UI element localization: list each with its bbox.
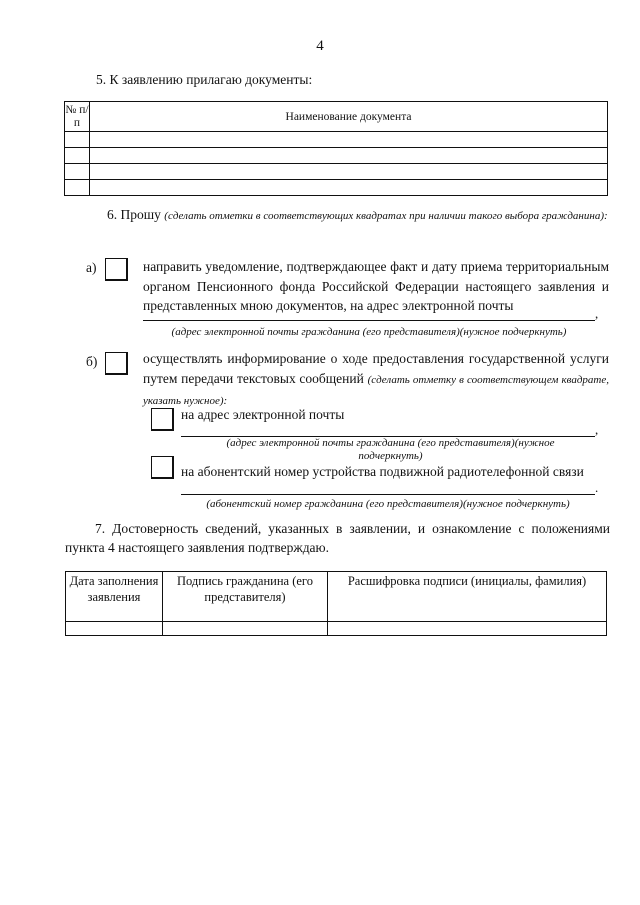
option-b-marker: б): [86, 354, 98, 369]
section-6-instruction: (сделать отметки в соответствующих квадратах при наличии такого выбора гражданина):: [164, 210, 608, 222]
option-a-email-line[interactable]: [143, 320, 595, 321]
sub-email-caption: (адрес электронной почты гражданина (его представителя)(нужное подчеркнуть): [226, 437, 555, 462]
col-signature-header: Подпись гражданина (его представителя): [163, 572, 328, 622]
table-cell[interactable]: [90, 148, 608, 164]
documents-table: [64, 101, 608, 196]
option-b-text-italic: (сделать отметку в соответствующем квадрате, указать нужное):: [143, 373, 610, 407]
section-6-heading: [65, 206, 610, 225]
decoding-cell[interactable]: [328, 622, 607, 636]
signature-table-header: [66, 572, 607, 622]
sub-phone-caption: (абонентский номер гражданина (его представителя)(нужное подчеркнуть): [206, 498, 570, 510]
option-a-caption: (адрес электронной почты гражданина (его представителя)(нужное подчеркнуть): [171, 326, 567, 338]
page-number: 4: [316, 38, 324, 54]
section-7-statement: 7. Достоверность сведений, указанных в заявлении, и ознакомление с положениями пункта 4 настоящего заявления подтверждаю.: [65, 521, 610, 555]
table-row: [65, 148, 608, 164]
signature-table: [65, 571, 607, 636]
comma: .: [595, 480, 599, 495]
table-cell[interactable]: [65, 180, 90, 196]
table-row: [65, 164, 608, 180]
table-row: [66, 622, 607, 636]
option-b-checkbox[interactable]: [105, 352, 128, 375]
sub-phone-label: на абонентский номер устройства подвижной радиотелефонной связи: [181, 464, 584, 479]
section-5-heading: 5. К заявлению прилагаю документы:: [96, 72, 313, 87]
col-number-header: № п/п: [65, 102, 90, 132]
comma: ,: [595, 422, 599, 437]
table-row: [65, 180, 608, 196]
option-a-checkbox[interactable]: [105, 258, 128, 281]
table-cell[interactable]: [65, 164, 90, 180]
table-cell[interactable]: [90, 164, 608, 180]
comma: ,: [595, 306, 599, 321]
table-cell[interactable]: [90, 132, 608, 148]
option-b-text-main: осуществлять информирование о ходе предоставления государственной услуги путем передачи текстовых сообщений: [143, 351, 609, 386]
col-decoding-header: Расшифровка подписи (инициалы, фамилия): [328, 572, 607, 622]
table-cell[interactable]: [65, 148, 90, 164]
option-a-marker: а): [86, 260, 97, 275]
sub-email-checkbox[interactable]: [151, 408, 174, 431]
table-row: [65, 132, 608, 148]
sub-email-label: на адрес электронной почты: [181, 407, 345, 422]
table-cell[interactable]: [65, 132, 90, 148]
date-cell[interactable]: [66, 622, 163, 636]
signature-cell[interactable]: [163, 622, 328, 636]
section-6-title: 6. Прошу: [107, 207, 161, 222]
sub-phone-checkbox[interactable]: [151, 456, 174, 479]
section-7-text: [65, 519, 610, 557]
col-date-header: Дата заполнения заявления: [66, 572, 163, 622]
option-a-text: направить уведомление, подтверждающее факт и дату приема территориальным органом Пенсионного фонда Российской Федерации настоящего заявления и представленных мною документов, на адрес электронной почты: [143, 259, 609, 313]
col-document-name-header: Наименование документа: [90, 102, 608, 132]
table-cell[interactable]: [90, 180, 608, 196]
documents-table-header: [65, 102, 608, 132]
sub-phone-line[interactable]: [181, 494, 595, 495]
option-b-text: [143, 349, 609, 412]
